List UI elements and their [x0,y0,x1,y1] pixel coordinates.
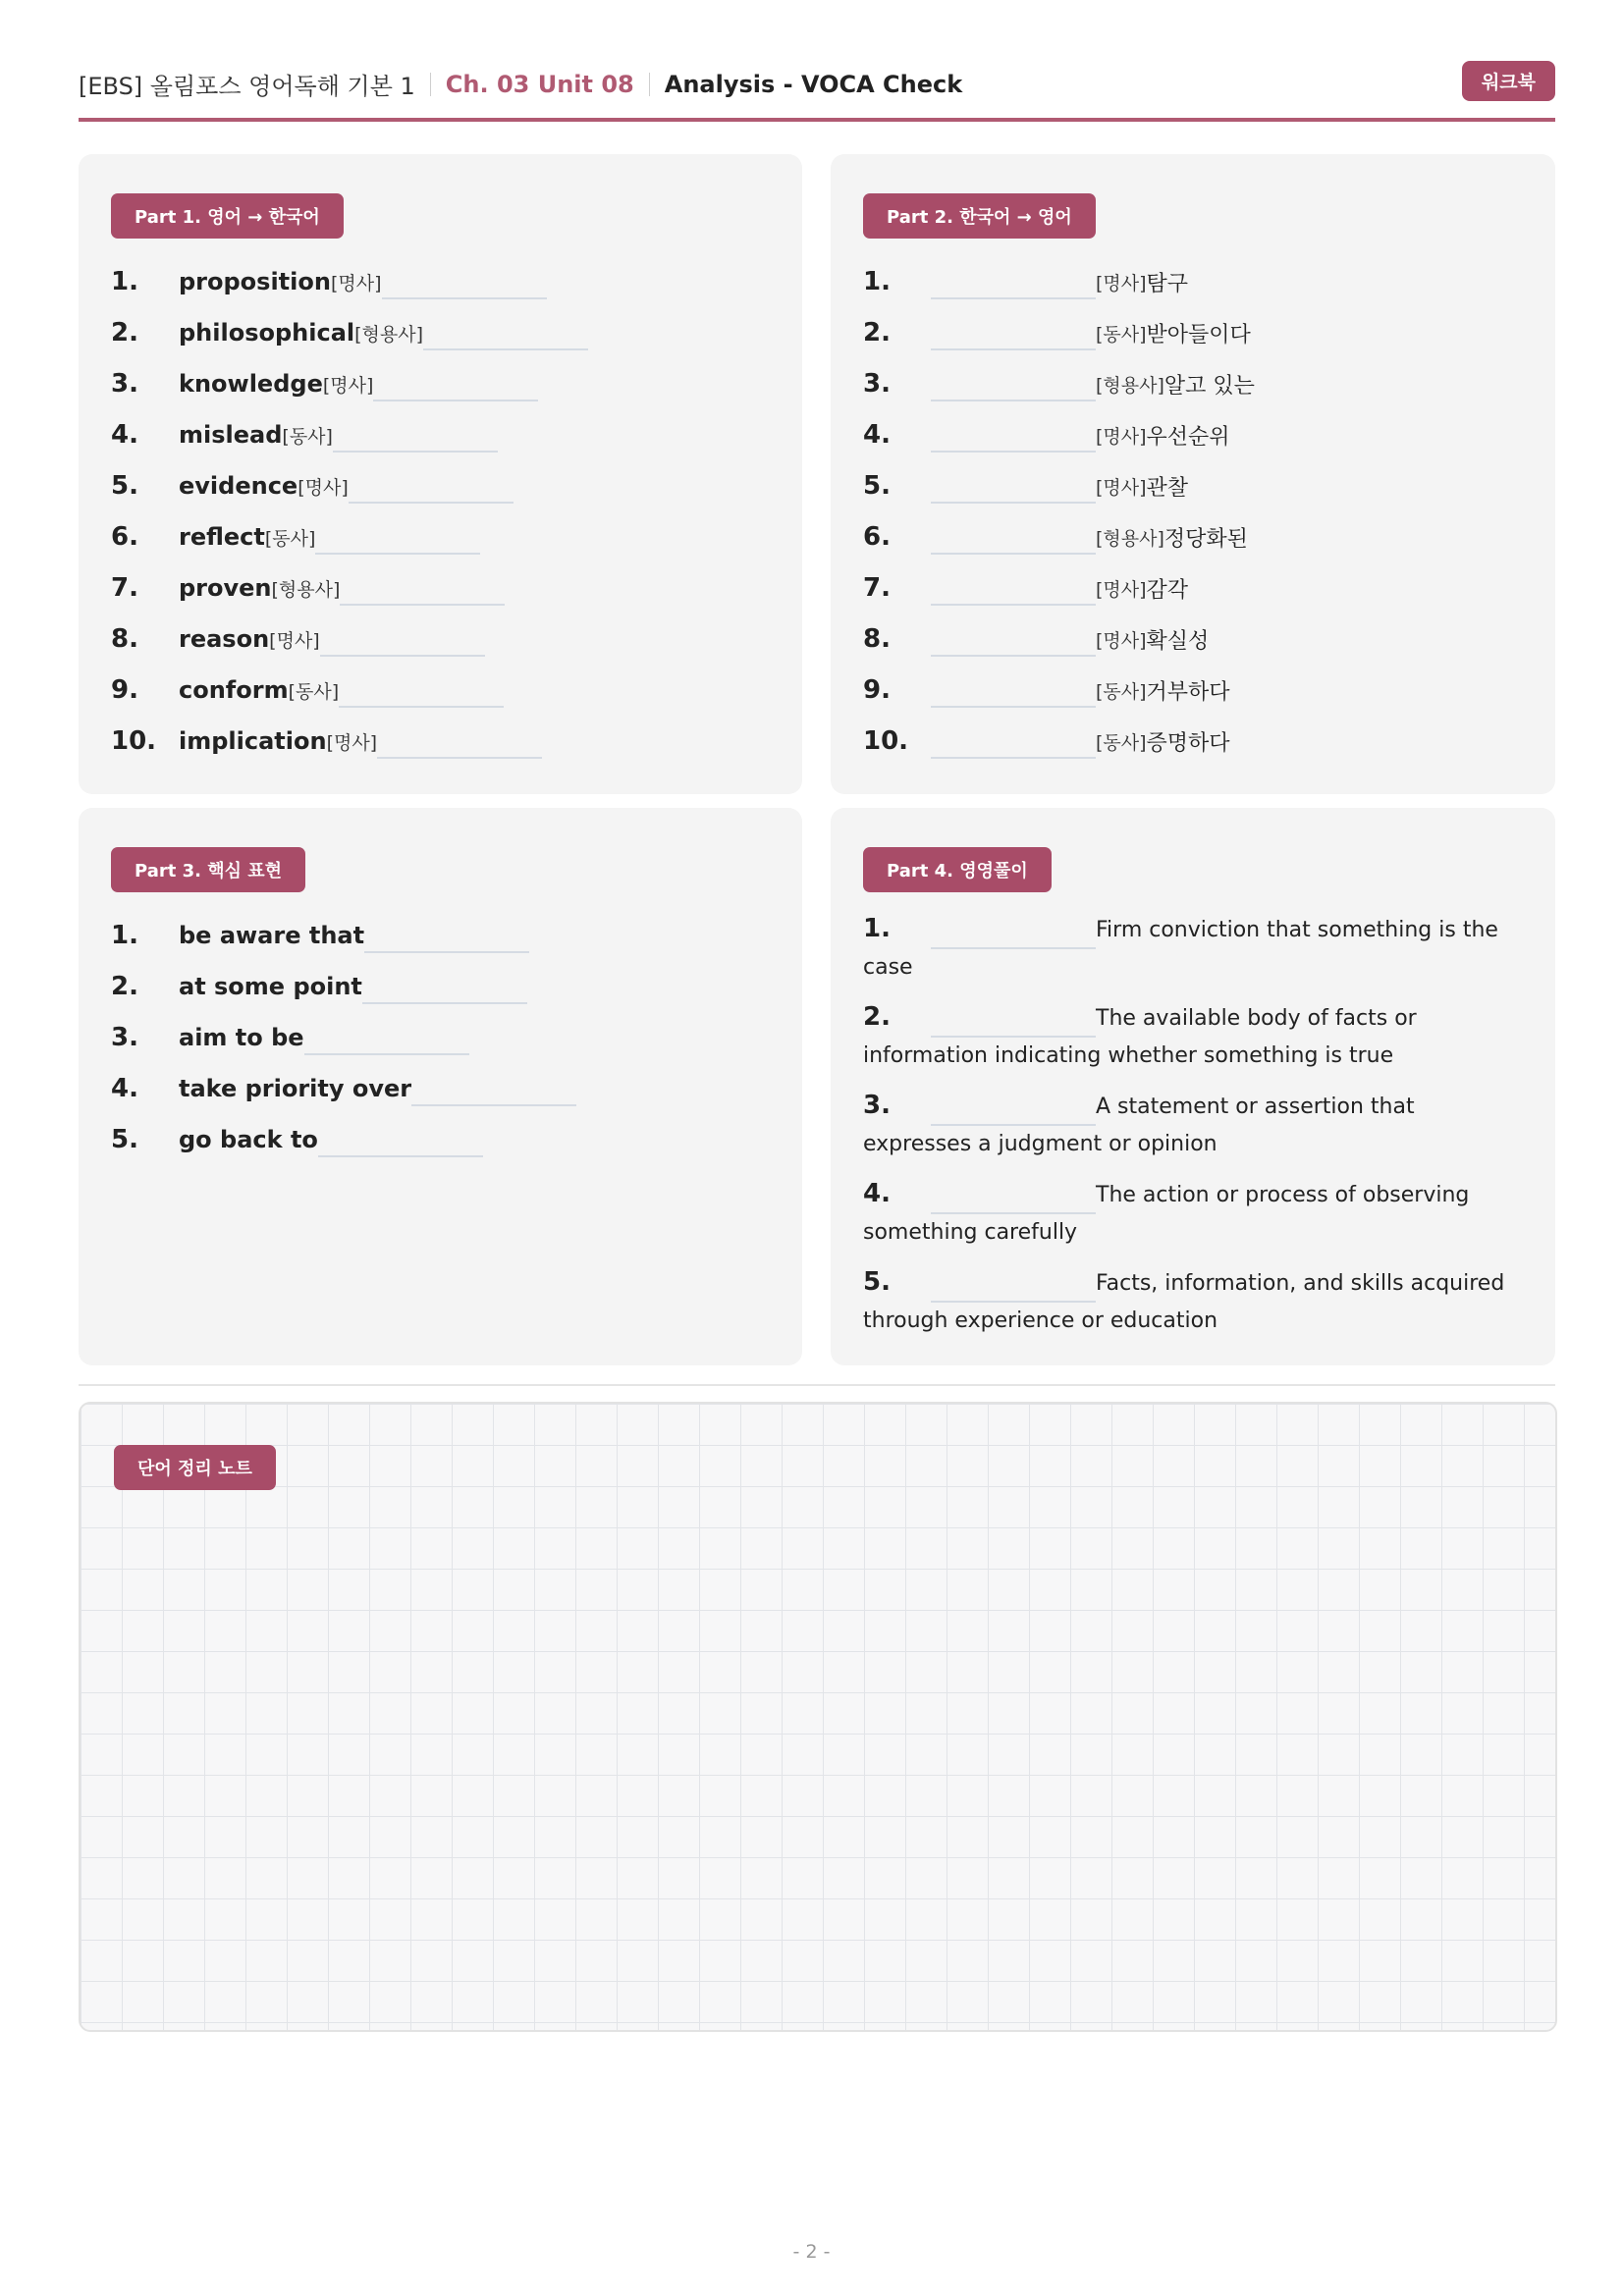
part-of-speech: [동사] [1096,680,1147,703]
item-number: 5. [863,1267,891,1297]
part-of-speech: [동사] [1096,323,1147,346]
answer-blank[interactable] [333,423,498,453]
part-of-speech: [명사] [330,272,382,294]
english-definition: A statement or assertion that expresses a judgment or opinion [863,1095,1415,1156]
key-phrase: take priority over [179,1075,412,1102]
answer-blank[interactable] [931,423,1096,453]
header-breadcrumb [79,67,962,101]
answer-blank[interactable] [931,627,1096,657]
answer-blank[interactable] [931,270,1096,299]
english-definition: Firm conviction that something is the case [863,918,1498,980]
list-item [111,460,773,511]
item-number: 4. [111,420,138,450]
part3-list [111,910,773,1165]
vocab-word: implication [179,727,327,755]
part-of-speech: [명사] [1096,425,1147,448]
part-of-speech: [명사] [326,731,378,754]
section-divider [79,1384,1555,1386]
item-number: 3. [863,369,891,399]
answer-blank[interactable] [931,1096,1096,1126]
korean-meaning: 확실성 [1146,628,1210,654]
item-number: 9. [111,675,138,705]
part3-title: Part 3. 핵심 표현 [111,847,305,892]
item-number: 10. [111,726,157,756]
list-item [863,511,1526,562]
answer-blank[interactable] [411,1077,576,1106]
english-definition: Facts, information, and skills acquired through experience or education [863,1271,1505,1333]
part-of-speech: [형용사] [1096,374,1164,397]
vocab-notes-grid[interactable] [79,1402,1557,2032]
part1-list [111,256,773,767]
item-number: 3. [111,369,138,399]
answer-blank[interactable] [364,924,529,953]
list-item [111,665,773,716]
list-item [863,998,1526,1075]
page-header [79,61,1555,122]
korean-meaning: 우선순위 [1146,424,1230,450]
chapter-label: Ch. 03 Unit 08 [445,70,634,98]
korean-meaning: 탐구 [1146,271,1189,296]
list-item [111,307,773,358]
list-item [111,358,773,409]
item-number: 4. [111,1074,138,1103]
korean-meaning: 정당화된 [1163,526,1248,552]
part-of-speech: [명사] [1096,476,1147,499]
part-of-speech: [형용사] [354,323,424,346]
part4-panel [831,808,1555,1365]
part4-title: Part 4. 영영풀이 [863,847,1052,892]
part-of-speech: [명사] [322,374,374,397]
answer-blank[interactable] [377,729,542,759]
answer-blank[interactable] [318,1128,483,1157]
list-item [111,1114,773,1165]
header-separator [430,73,431,96]
item-number: 3. [111,1023,138,1052]
answer-blank[interactable] [382,270,547,299]
part4-list [863,910,1526,1352]
vocab-word: philosophical [179,319,355,347]
list-item [863,910,1526,987]
english-definition: The action or process of observing something carefully [863,1183,1470,1245]
list-item [863,460,1526,511]
list-item [111,614,773,665]
part-of-speech: [명사] [269,629,320,652]
vocab-word: reflect [179,523,265,551]
vocab-word: proposition [179,268,331,295]
part-of-speech: [동사] [282,425,333,448]
list-item [111,511,773,562]
list-item [863,1087,1526,1163]
answer-blank[interactable] [931,678,1096,708]
answer-blank[interactable] [349,474,514,504]
key-phrase: at some point [179,973,362,1000]
item-number: 2. [863,1002,891,1032]
answer-blank[interactable] [931,474,1096,504]
item-number: 7. [863,573,891,603]
key-phrase: aim to be [179,1024,304,1051]
part-of-speech: [형용사] [1096,527,1164,550]
item-number: 1. [863,267,891,296]
item-number: 5. [111,471,138,501]
answer-blank[interactable] [315,525,480,555]
answer-blank[interactable] [931,920,1096,949]
part-of-speech: [명사] [1096,629,1147,652]
part-of-speech: [명사] [298,476,349,499]
part-of-speech: [명사] [1096,272,1147,294]
part-of-speech: [동사] [1096,731,1147,754]
vocab-word: conform [179,676,289,704]
vocab-word: evidence [179,472,298,500]
page-number: - 2 - [792,2241,831,2263]
part2-list [863,256,1526,767]
part-of-speech: [형용사] [271,578,341,601]
list-item [863,409,1526,460]
section-title: Analysis - VOCA Check [664,70,963,98]
answer-blank[interactable] [423,321,588,350]
item-number: 1. [111,921,138,950]
workbook-badge: 워크북 [1462,61,1555,101]
list-item [111,409,773,460]
list-item [111,910,773,961]
list-item [863,358,1526,409]
item-number: 4. [863,420,891,450]
answer-blank[interactable] [931,1273,1096,1303]
answer-blank[interactable] [339,678,504,708]
list-item [863,716,1526,767]
vocab-word: reason [179,625,270,653]
notes-title: 단어 정리 노트 [114,1445,276,1490]
book-title: [EBS] 올림포스 영어독해 기본 1 [79,73,415,100]
list-item [111,562,773,614]
korean-meaning: 거부하다 [1146,679,1230,705]
answer-blank[interactable] [931,1185,1096,1214]
list-item [863,307,1526,358]
item-number: 8. [863,624,891,654]
item-number: 6. [863,522,891,552]
part-of-speech: [동사] [288,680,340,703]
item-number: 9. [863,675,891,705]
list-item [111,1063,773,1114]
korean-meaning: 관찰 [1146,475,1189,501]
vocab-word: knowledge [179,370,323,398]
vocab-word: mislead [179,421,283,449]
list-item [111,256,773,307]
item-number: 6. [111,522,138,552]
part2-title: Part 2. 한국어 → 영어 [863,193,1096,239]
list-item [111,716,773,767]
vocab-word: proven [179,574,272,602]
list-item [863,614,1526,665]
item-number: 8. [111,624,138,654]
part3-panel [79,808,802,1365]
list-item [863,562,1526,614]
item-number: 3. [863,1091,891,1120]
korean-meaning: 알고 있는 [1163,373,1255,399]
answer-blank[interactable] [362,975,527,1004]
item-number: 10. [863,726,909,756]
answer-blank[interactable] [931,372,1096,401]
answer-blank[interactable] [304,1026,469,1055]
item-number: 2. [111,318,138,347]
item-number: 4. [863,1179,891,1208]
part1-panel [79,154,802,794]
korean-meaning: 감각 [1146,577,1189,603]
list-item [111,1012,773,1063]
item-number: 5. [863,471,891,501]
part1-title: Part 1. 영어 → 한국어 [111,193,344,239]
list-item [863,1175,1526,1252]
answer-blank[interactable] [931,525,1096,555]
key-phrase: go back to [179,1126,318,1153]
list-item [863,256,1526,307]
item-number: 1. [111,267,138,296]
part-of-speech: [명사] [1096,578,1147,601]
part-of-speech: [동사] [264,527,316,550]
answer-blank[interactable] [931,576,1096,606]
list-item [863,665,1526,716]
item-number: 2. [863,318,891,347]
korean-meaning: 받아들이다 [1146,322,1251,347]
list-item [111,961,773,1012]
part2-panel [831,154,1555,794]
key-phrase: be aware that [179,922,365,949]
answer-blank[interactable] [931,321,1096,350]
english-definition: The available body of facts or information indicating whether something is true [863,1006,1417,1068]
answer-blank[interactable] [340,576,505,606]
list-item [863,1263,1526,1340]
item-number: 2. [111,972,138,1001]
answer-blank[interactable] [373,372,538,401]
answer-blank[interactable] [931,1008,1096,1038]
answer-blank[interactable] [931,729,1096,759]
answer-blank[interactable] [320,627,485,657]
korean-meaning: 증명하다 [1146,730,1230,756]
item-number: 1. [863,914,891,943]
item-number: 7. [111,573,138,603]
item-number: 5. [111,1125,138,1154]
header-separator [649,73,650,96]
